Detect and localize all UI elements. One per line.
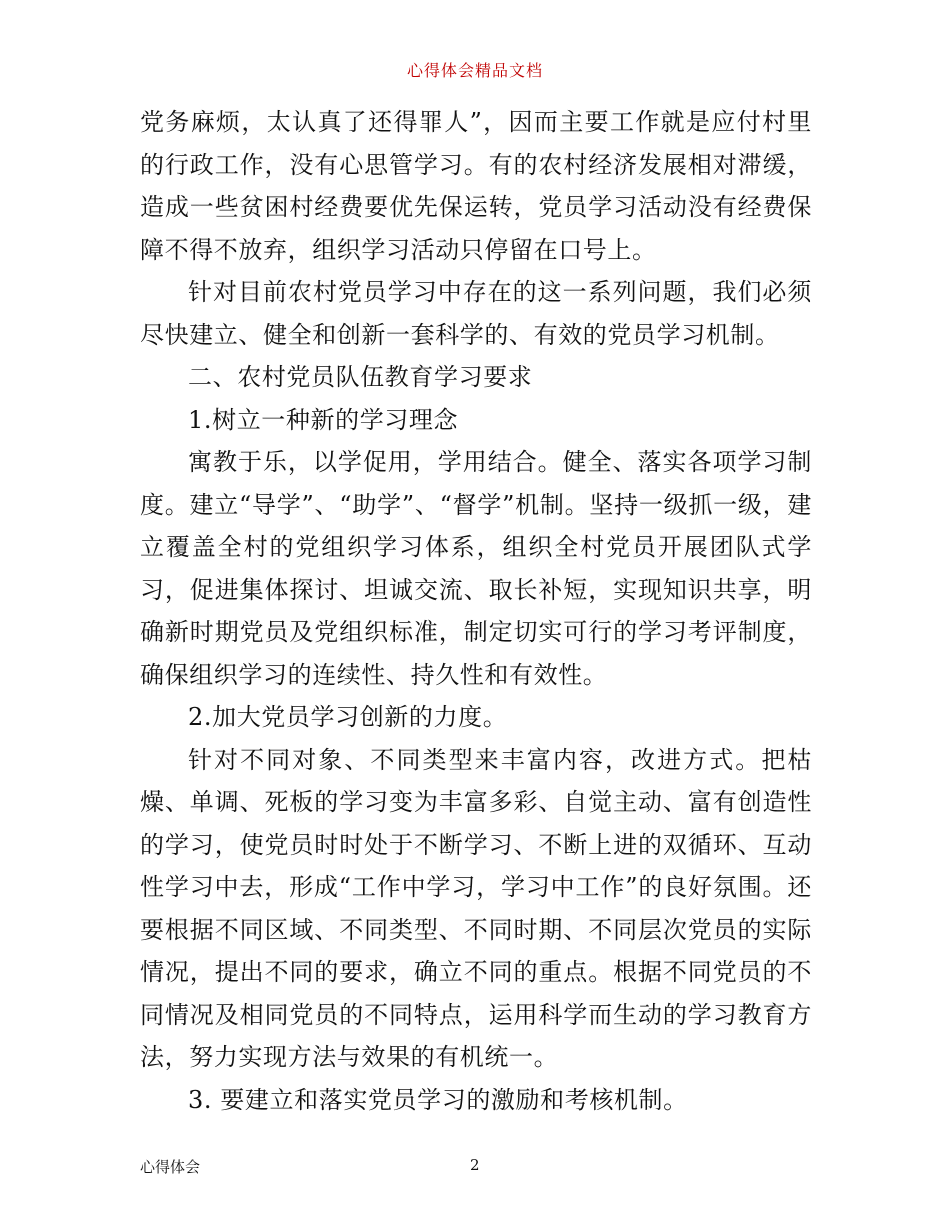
section-heading: 二、农村党员队伍教育学习要求 (188, 363, 533, 391)
paragraph: 寓教于乐，以学促用，学用结合。健全、落实各项学习制度。建立“导学”、“助学”、“督学”机制。坚持一级抓一级，建立覆盖全村的党组织学习体系，组织全村党员开展团队式学习，促进集体探讨、坦诚交流、取长补短，实现知识共享，明确新时期党员及党组织标准，制定切实可行的学习考评制度，确保组织学习的连续性、持久性和有效性。 (140, 448, 812, 689)
subsection-heading: 3. 要建立和落实党员学习的激励和考核机制。 (188, 1085, 688, 1114)
subsection-heading: 1.树立一种新的学习理念 (188, 405, 459, 434)
paragraph: 针对不同对象、不同类型来丰富内容，改进方式。把枯燥、单调、死板的学习变为丰富多彩、自觉主动、富有创造性的学习，使党员时时处于不断学习、不断上进的双循环、互动性学习中去，形成“工作中学习，学习中工作”的良好氛围。还要根据不同区域、不同类型、不同时期、不同层次党员的实际情况，提出不同的要求，确立不同的重点。根据不同党员的不同情况及相同党员的不同特点，运用科学而生动的学习教育方法，努力实现方法与效果的有机统一。 (140, 745, 812, 1071)
paragraph: 党务麻烦，太认真了还得罪人”，因而主要工作就是应付村里的行政工作，没有心思管学习。有的农村经济发展相对滞缓，造成一些贫困村经费要优先保运转，党员学习活动没有经费保障不得不放弃，组织学习活动只停留在口号上。 (140, 108, 812, 264)
document-body (140, 101, 812, 1121)
paragraph: 针对目前农村党员学习中存在的这一系列问题，我们必须尽快建立、健全和创新一套科学的、有效的党员学习机制。 (140, 278, 812, 349)
subsection-heading: 2.加大党员学习创新的力度。 (188, 703, 508, 731)
page-number: 2 (470, 1156, 480, 1174)
page-header-title: 心得体会精品文档 (406, 61, 543, 80)
footer-label: 心得体会 (140, 1158, 201, 1176)
